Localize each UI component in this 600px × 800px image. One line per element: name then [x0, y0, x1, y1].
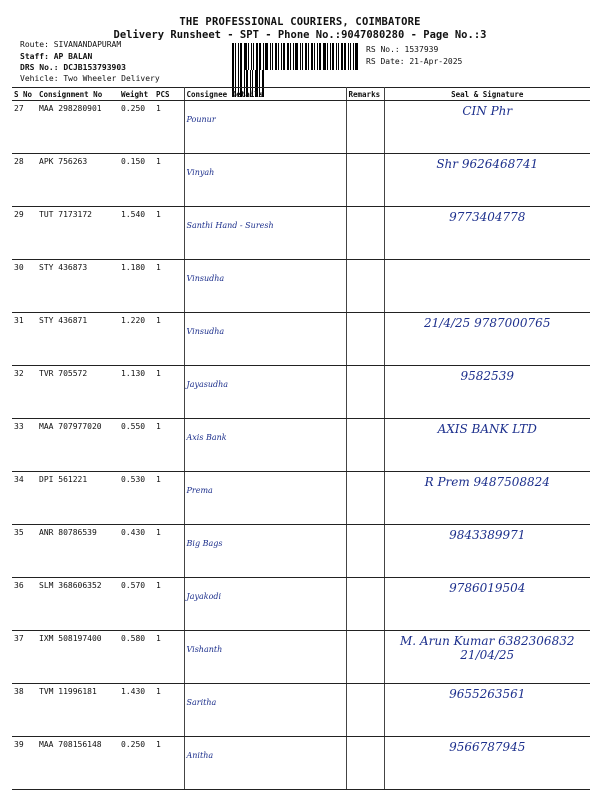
runsheet-table	[12, 87, 590, 790]
cell-consignment-no: DPI 561221	[37, 472, 119, 525]
cell-consignee: Santhi Hand - Suresh	[184, 207, 346, 260]
cell-signature: 9843389971	[384, 525, 590, 578]
cell-sno: 30	[12, 260, 37, 313]
barcode-bar	[336, 43, 337, 70]
barcode-bar	[332, 43, 334, 70]
cell-weight: 0.250	[119, 737, 154, 790]
rs-no-label: RS No.:	[366, 45, 400, 54]
col-signature-header: Seal & Signature	[384, 88, 590, 101]
cell-consignee: Jayasudha	[184, 366, 346, 419]
cell-consignment-no: MAA 298280901	[37, 101, 119, 154]
cell-consignee: Anitha	[184, 737, 346, 790]
cell-sno: 36	[12, 578, 37, 631]
barcode-bar	[253, 43, 254, 70]
cell-sno: 27	[12, 101, 37, 154]
cell-sno: 33	[12, 419, 37, 472]
cell-pcs: 1	[154, 419, 184, 472]
cell-weight: 0.550	[119, 419, 154, 472]
barcode-bar	[295, 43, 298, 70]
cell-remarks	[346, 472, 384, 525]
barcode-bar	[348, 43, 349, 70]
cell-sno: 38	[12, 684, 37, 737]
cell-sno: 31	[12, 313, 37, 366]
barcode-bar	[305, 43, 307, 70]
cell-weight: 1.130	[119, 366, 154, 419]
cell-remarks	[346, 366, 384, 419]
cell-remarks	[346, 313, 384, 366]
barcode-bar	[281, 43, 282, 70]
cell-pcs: 1	[154, 207, 184, 260]
cell-consignment-no: MAA 708156148	[37, 737, 119, 790]
cell-consignment-no: IXM 508197400	[37, 631, 119, 684]
barcode-bar	[350, 43, 351, 70]
cell-signature: AXIS BANK LTD	[384, 419, 590, 472]
cell-signature: 9655263561	[384, 684, 590, 737]
company-name: THE PROFESSIONAL COURIERS, COIMBATORE	[179, 16, 421, 28]
table-row	[12, 684, 590, 737]
barcode-bar	[272, 43, 273, 70]
barcode-bar	[283, 43, 285, 70]
cell-sno: 34	[12, 472, 37, 525]
cell-consignee: Vinsudha	[184, 260, 346, 313]
cell-signature: R Prem 9487508824	[384, 472, 590, 525]
barcode-bar	[302, 43, 303, 70]
barcode-bar	[344, 43, 346, 70]
staff-label: Staff:	[20, 52, 49, 61]
cell-sno: 29	[12, 207, 37, 260]
cell-consignment-no: ANR 80786539	[37, 525, 119, 578]
barcode-bar	[248, 43, 249, 70]
cell-pcs: 1	[154, 260, 184, 313]
cell-signature: 9566787945	[384, 737, 590, 790]
barcode-bar	[311, 43, 313, 70]
col-sno-header: S No	[12, 88, 37, 101]
table-header-row	[12, 88, 590, 101]
barcode-bar	[290, 43, 291, 70]
barcode-bar	[240, 43, 242, 70]
cell-pcs: 1	[154, 684, 184, 737]
barcode-bar	[287, 43, 289, 70]
cell-pcs: 1	[154, 631, 184, 684]
cell-sno: 28	[12, 154, 37, 207]
drs-value: DCJB153793903	[63, 63, 126, 72]
cell-signature: CIN Phr	[384, 101, 590, 154]
barcode-bar	[263, 43, 264, 70]
vehicle-value: Two Wheeler Delivery	[63, 74, 160, 83]
cell-signature: 21/4/25 9787000765	[384, 313, 590, 366]
rs-date-line	[366, 57, 462, 67]
cell-consignment-no: MAA 707977020	[37, 419, 119, 472]
table-row	[12, 154, 590, 207]
cell-consignee: Prema	[184, 472, 346, 525]
cell-weight: 0.580	[119, 631, 154, 684]
table-row	[12, 737, 590, 790]
table-row	[12, 101, 590, 154]
table-row	[12, 525, 590, 578]
cell-pcs: 1	[154, 472, 184, 525]
runsheet-subtitle: Delivery Runsheet - SPT - Phone No.:9047080280 - Page No.:3	[113, 29, 487, 41]
cell-consignment-no: APK 756263	[37, 154, 119, 207]
rs-date-value: 21-Apr-2025	[409, 57, 463, 66]
cell-pcs: 1	[154, 101, 184, 154]
barcode-bar	[256, 43, 258, 70]
cell-sno: 39	[12, 737, 37, 790]
drs-label: DRS No.:	[20, 63, 59, 72]
cell-pcs: 1	[154, 737, 184, 790]
barcode-bar	[244, 43, 247, 70]
cell-pcs: 1	[154, 366, 184, 419]
cell-sno: 32	[12, 366, 37, 419]
cell-remarks	[346, 631, 384, 684]
cell-weight: 1.540	[119, 207, 154, 260]
cell-weight: 0.430	[119, 525, 154, 578]
cell-weight: 1.180	[119, 260, 154, 313]
barcode-bar	[235, 43, 236, 70]
table-row	[12, 472, 590, 525]
table-row	[12, 419, 590, 472]
barcode-bar	[323, 43, 326, 70]
table-row	[12, 260, 590, 313]
cell-consignee: Jayakodi	[184, 578, 346, 631]
cell-signature: Shr 9626468741	[384, 154, 590, 207]
cell-weight: 0.530	[119, 472, 154, 525]
cell-pcs: 1	[154, 313, 184, 366]
barcode-bar	[338, 43, 339, 70]
barcode-bar	[355, 43, 358, 70]
route-label: Route:	[20, 40, 49, 49]
barcode-bar	[232, 43, 234, 70]
cell-signature	[384, 260, 590, 313]
cell-consignee: Vinyah	[184, 154, 346, 207]
cell-remarks	[346, 419, 384, 472]
table-row	[12, 313, 590, 366]
cell-sno: 35	[12, 525, 37, 578]
cell-consignment-no: TVM 11996181	[37, 684, 119, 737]
barcode-bar	[327, 43, 328, 70]
cell-consignment-no: TVR 705572	[37, 366, 119, 419]
rs-no-line	[366, 45, 438, 55]
barcode-bar	[251, 43, 252, 70]
cell-pcs: 1	[154, 525, 184, 578]
cell-consignee: Saritha	[184, 684, 346, 737]
table-row	[12, 578, 590, 631]
cell-consignee: Axis Bank	[184, 419, 346, 472]
barcode-bar	[300, 43, 301, 70]
cell-consignment-no: TUT 7173172	[37, 207, 119, 260]
barcode	[232, 43, 362, 70]
barcode-bar	[330, 43, 331, 70]
cell-consignee: Pounur	[184, 101, 346, 154]
cell-remarks	[346, 207, 384, 260]
barcode-bar	[275, 43, 277, 70]
staff-value: AP BALAN	[53, 52, 93, 61]
col-remarks-header: Remarks	[346, 88, 384, 101]
cell-consignee: Vishanth	[184, 631, 346, 684]
cell-remarks	[346, 737, 384, 790]
table-row	[12, 366, 590, 419]
cell-weight: 0.570	[119, 578, 154, 631]
rs-no-value: 1537939	[404, 45, 439, 54]
cell-remarks	[346, 578, 384, 631]
cell-consignment-no: STY 436873	[37, 260, 119, 313]
route-value: SIVANANDAPURAM	[53, 40, 122, 49]
col-consignee-header: Consignee Details	[184, 88, 346, 101]
table-row	[12, 207, 590, 260]
cell-signature: 9773404778	[384, 207, 590, 260]
cell-pcs: 1	[154, 578, 184, 631]
cell-consignee: Big Bags	[184, 525, 346, 578]
barcode-bar	[238, 43, 239, 70]
cell-signature: 9786019504	[384, 578, 590, 631]
drs-line	[20, 63, 126, 73]
cell-remarks	[346, 684, 384, 737]
col-consignment-header: Consignment No	[37, 88, 119, 101]
staff-line	[20, 52, 92, 62]
col-weight-header: Weight	[119, 88, 154, 101]
table-row	[12, 631, 590, 684]
route-line	[20, 40, 121, 50]
barcode-bar	[265, 43, 268, 70]
col-pcs-header: PCS	[154, 88, 184, 101]
vehicle-line	[20, 74, 160, 84]
rs-date-label: RS Date:	[366, 57, 405, 66]
cell-weight: 1.430	[119, 684, 154, 737]
barcode-bar	[341, 43, 343, 70]
barcode-bar	[314, 43, 315, 70]
cell-weight: 1.220	[119, 313, 154, 366]
cell-consignment-no: STY 436871	[37, 313, 119, 366]
barcode-bar	[353, 43, 354, 70]
cell-signature: 9582539	[384, 366, 590, 419]
cell-weight: 0.250	[119, 101, 154, 154]
cell-remarks	[346, 525, 384, 578]
cell-consignment-no: SLM 368606352	[37, 578, 119, 631]
cell-consignee: Vinsudha	[184, 313, 346, 366]
cell-pcs: 1	[154, 154, 184, 207]
cell-sno: 37	[12, 631, 37, 684]
cell-remarks	[346, 260, 384, 313]
barcode-bar	[293, 43, 294, 70]
cell-weight: 0.150	[119, 154, 154, 207]
barcode-bar	[270, 43, 271, 70]
cell-remarks	[346, 154, 384, 207]
barcode-bar	[259, 43, 261, 70]
barcode-bar	[278, 43, 279, 70]
vehicle-label: Vehicle:	[20, 74, 59, 83]
cell-remarks	[346, 101, 384, 154]
cell-signature: M. Arun Kumar 6382306832 21/04/25	[384, 631, 590, 684]
barcode-bar	[317, 43, 318, 70]
barcode-bar	[308, 43, 309, 70]
barcode-bar	[319, 43, 321, 70]
